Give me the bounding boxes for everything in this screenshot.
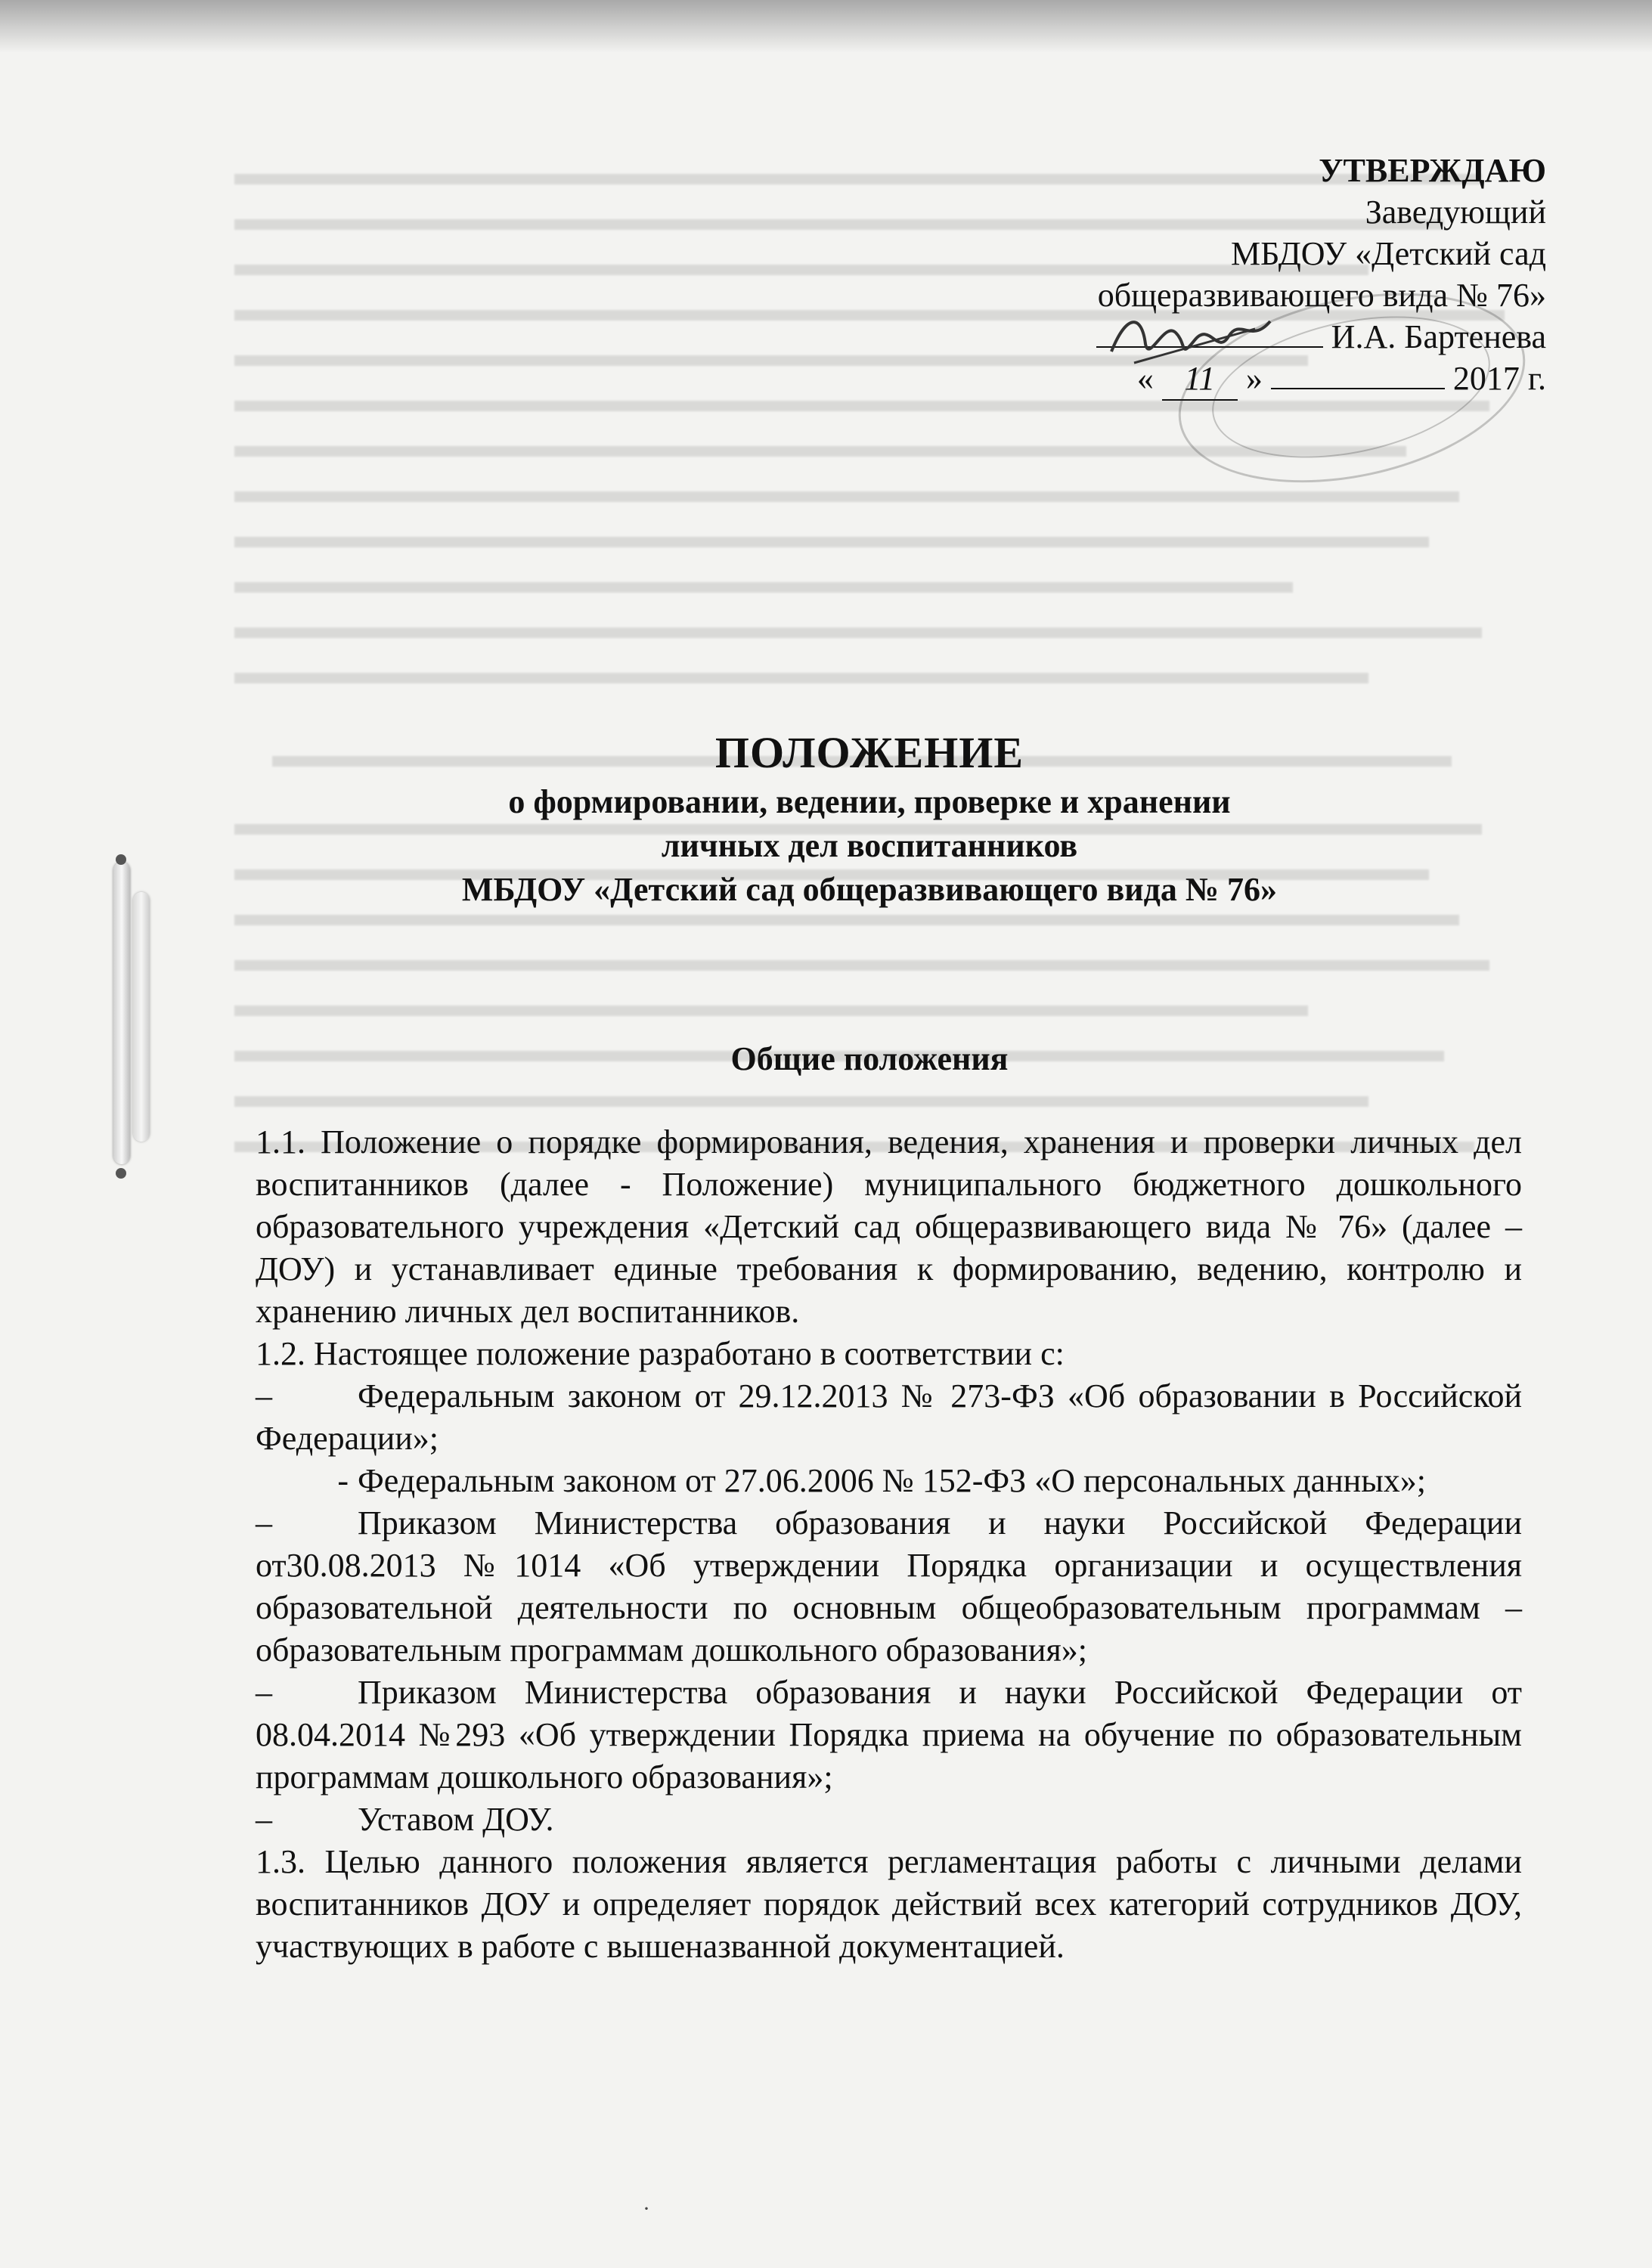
law-item: – Федеральным законом от 29.12.2013 № 273-ФЗ «Об образовании в Российской Федерации»; — [256, 1375, 1522, 1460]
date-year: 2017 г. — [1452, 360, 1546, 397]
law-item: – Приказом Министерства образования и науки Российской Федерации от 08.04.2014 №293 «Об утверждении Порядка приема на обучение по образовательным программам дошкольного образования»; — [256, 1672, 1522, 1799]
law-item: - Федеральным законом от 27.06.2006 № 152-ФЗ «О персональных данных»; — [256, 1460, 1522, 1502]
section-heading: Общие положения — [730, 1040, 1009, 1077]
scan-speck: · — [643, 2196, 650, 2221]
scan-edge-shadow — [0, 0, 1652, 53]
section-body — [256, 1121, 1522, 1968]
paragraph-1-2: 1.2. Настоящее положение разработано в соответствии с: — [256, 1335, 1065, 1372]
list-dash: – — [256, 1674, 272, 1711]
document-subtitle-1: о формировании, ведении, проверке и хранении — [508, 783, 1231, 820]
document-subtitle-2: личных дел воспитанников — [661, 827, 1078, 864]
law-item: – Приказом Министерства образования и науки Российской Федерации от30.08.2013 №1014 «Об утверждении Порядка организации и осуществления образовательной деятельности по основным общеобразовательным программам – образовательным программам дошкольного образования»; — [256, 1502, 1522, 1672]
binding-thread-icon — [113, 862, 130, 1164]
date-open-quote: « — [1136, 360, 1154, 397]
binding-thread-icon — [133, 892, 150, 1142]
date-day: 11 — [1162, 358, 1238, 401]
approval-org-line2: общеразвивающего вида № 76» — [1097, 277, 1546, 314]
punch-hole-icon — [116, 854, 126, 865]
document-title-block — [227, 726, 1512, 912]
list-dash: – — [256, 1504, 272, 1541]
paragraph-1-1: 1.1. Положение о порядке формирования, ведения, хранения и проверки личных дел воспитанников (далее - Положение) муниципального бюджетного дошкольного образовательного учреждения «Детский сад общеразвивающего вида № 76» (далее – ДОУ) и устанавливает единые требования к формированию, ведению, контролю и хранению личных дел воспитанников. — [256, 1123, 1522, 1330]
date-close-quote: » — [1245, 360, 1263, 397]
list-dash: – — [256, 1377, 272, 1414]
approval-position: Заведующий — [1365, 194, 1546, 231]
document-title: ПОЛОЖЕНИЕ — [714, 728, 1024, 777]
paragraph-1-3: 1.3. Целью данного положения является регламентация работы с личными делами воспитанников ДОУ и определяет порядок действий всех категорий сотрудников ДОУ, участвующих в работе с вышеназванной документацией. — [256, 1843, 1522, 1965]
law-item: – Уставом ДОУ. — [256, 1799, 1522, 1841]
punch-hole-icon — [116, 1168, 126, 1179]
document-subtitle-3: МБДОУ «Детский сад общеразвивающего вида № 76» — [461, 871, 1278, 908]
list-dash: – — [256, 1801, 272, 1838]
approval-signer: И.А. Бартенева — [1331, 318, 1546, 355]
approval-org-line1: МБДОУ «Детский сад — [1230, 235, 1546, 272]
approval-heading: УТВЕРЖДАЮ — [1319, 152, 1546, 189]
list-dash: - — [337, 1462, 349, 1499]
